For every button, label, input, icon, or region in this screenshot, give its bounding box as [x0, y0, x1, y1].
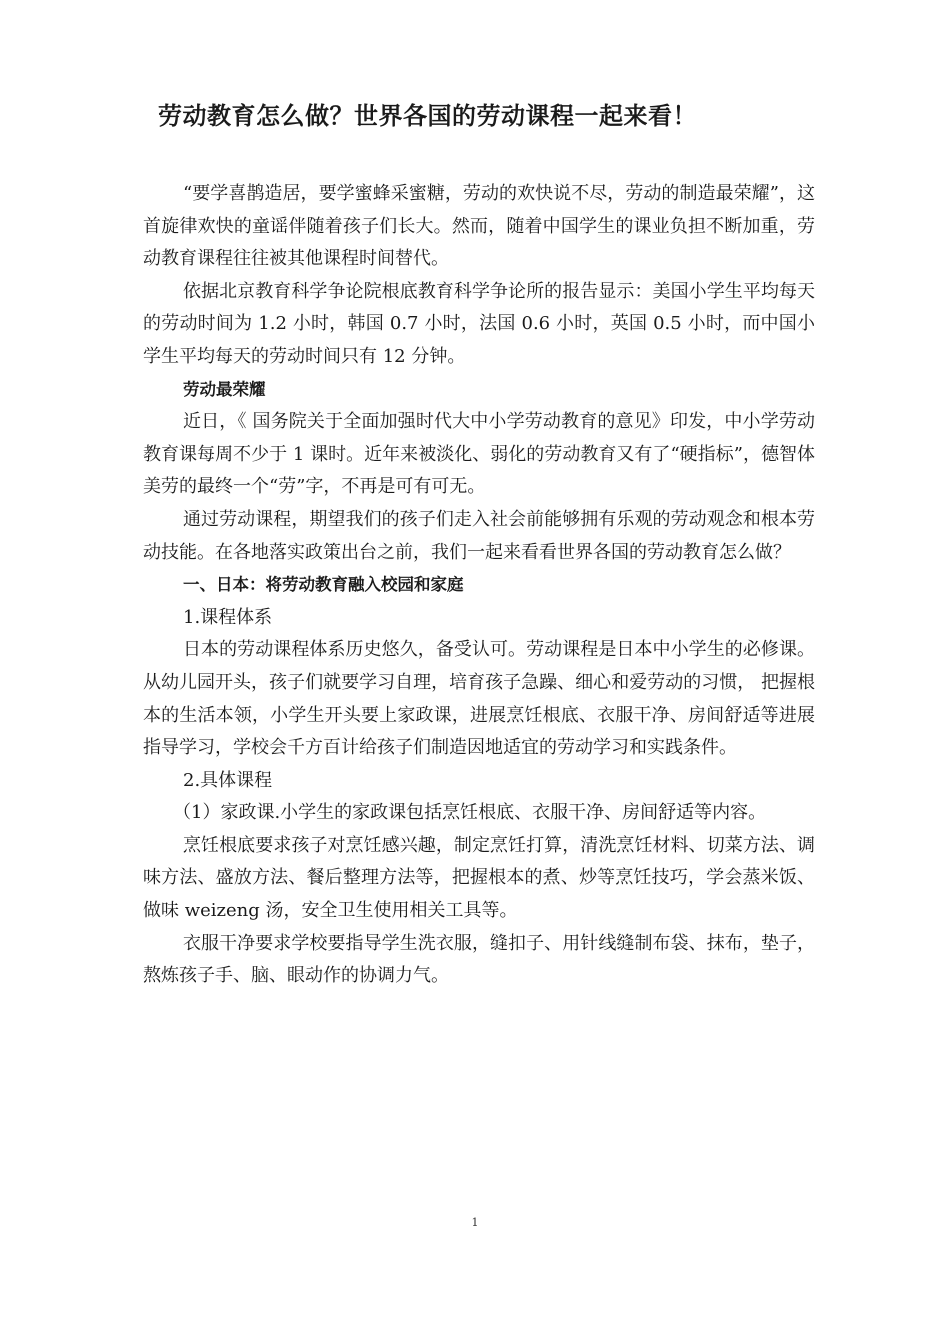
document-title: 劳动教育怎么做？世界各国的劳动课程一起来看！: [158, 102, 697, 130]
paragraph-policy: 近日，《 国务院关于全面加强时代大中小学劳动教育的意见》印发，中小学劳动教育课每周不少于 1 课时。近年来被淡化、弱化的劳动教育又有了“硬指标”，德智体美劳的最终一个“劳”字，不再是可有可无。: [143, 411, 815, 498]
paragraph-expectation: 通过劳动课程，期望我们的孩子们走入社会前能够拥有乐观的劳动观念和根本劳动技能。在各地落实政策出台之前，我们一起来看看世界各国的劳动教育怎么做？: [143, 508, 815, 563]
document-body: [143, 178, 815, 993]
subheading-curriculum-system: 1.课程体系: [183, 606, 273, 628]
page-number: 1: [471, 1216, 479, 1229]
paragraph-japan-system: 日本的劳动课程体系历史悠久，备受认可。劳动课程是日本中小学生的必修课。从幼儿园开头，孩子们就要学习自理，培育孩子急躁、细心和爱劳动的习惯， 把握根本的生活本领，小学生开头要上家政课，进展烹饪根底、衣服干净、房间舒适等进展指导学习，学校会千方百计给孩子们制造因地适宜的劳动学习和实践条件。: [143, 639, 815, 759]
paragraph-cooking: 烹饪根底要求孩子对烹饪感兴趣，制定烹饪打算，清洗烹饪材料、切菜方法、调味方法、盛放方法、餐后整理方法等，把握根本的煮、炒等烹饪技巧，学会蒸米饭、做味 weizeng 汤，安全卫生使用相关工具等。: [143, 834, 815, 922]
section-heading-labor: 劳动最荣耀: [183, 379, 266, 399]
paragraph-clothing: 衣服干净要求学校要指导学生洗衣服，缝扣子、用针线缝制布袋、抹布，垫子，熬炼孩子手、脑、眼动作的协调力气。: [143, 932, 815, 987]
section-heading-japan: 一、日本：将劳动教育融入校园和家庭: [183, 575, 464, 595]
paragraph-statistics: 依据北京教育科学争论院根底教育科学争论所的报告显示：美国小学生平均每天的劳动时间为 1.2 小时，韩国 0.7 小时，法国 0.6 小时，英国 0.5 小时，而中国小学生平均每天的劳动时间只有 12 分钟。: [143, 280, 815, 367]
paragraph-home-economics: （1）家政课.小学生的家政课包括烹饪根底、衣服干净、房间舒适等内容。: [173, 802, 767, 824]
subheading-specific-courses: 2.具体课程: [183, 769, 273, 791]
paragraph-intro: “要学喜鹊造居，要学蜜蜂采蜜糖，劳动的欢快说不尽，劳动的制造最荣耀”，这首旋律欢快的童谣伴随着孩子们长大。然而，随着中国学生的课业负担不断加重，劳动教育课程往往被其他课程时间替代。: [143, 183, 815, 270]
